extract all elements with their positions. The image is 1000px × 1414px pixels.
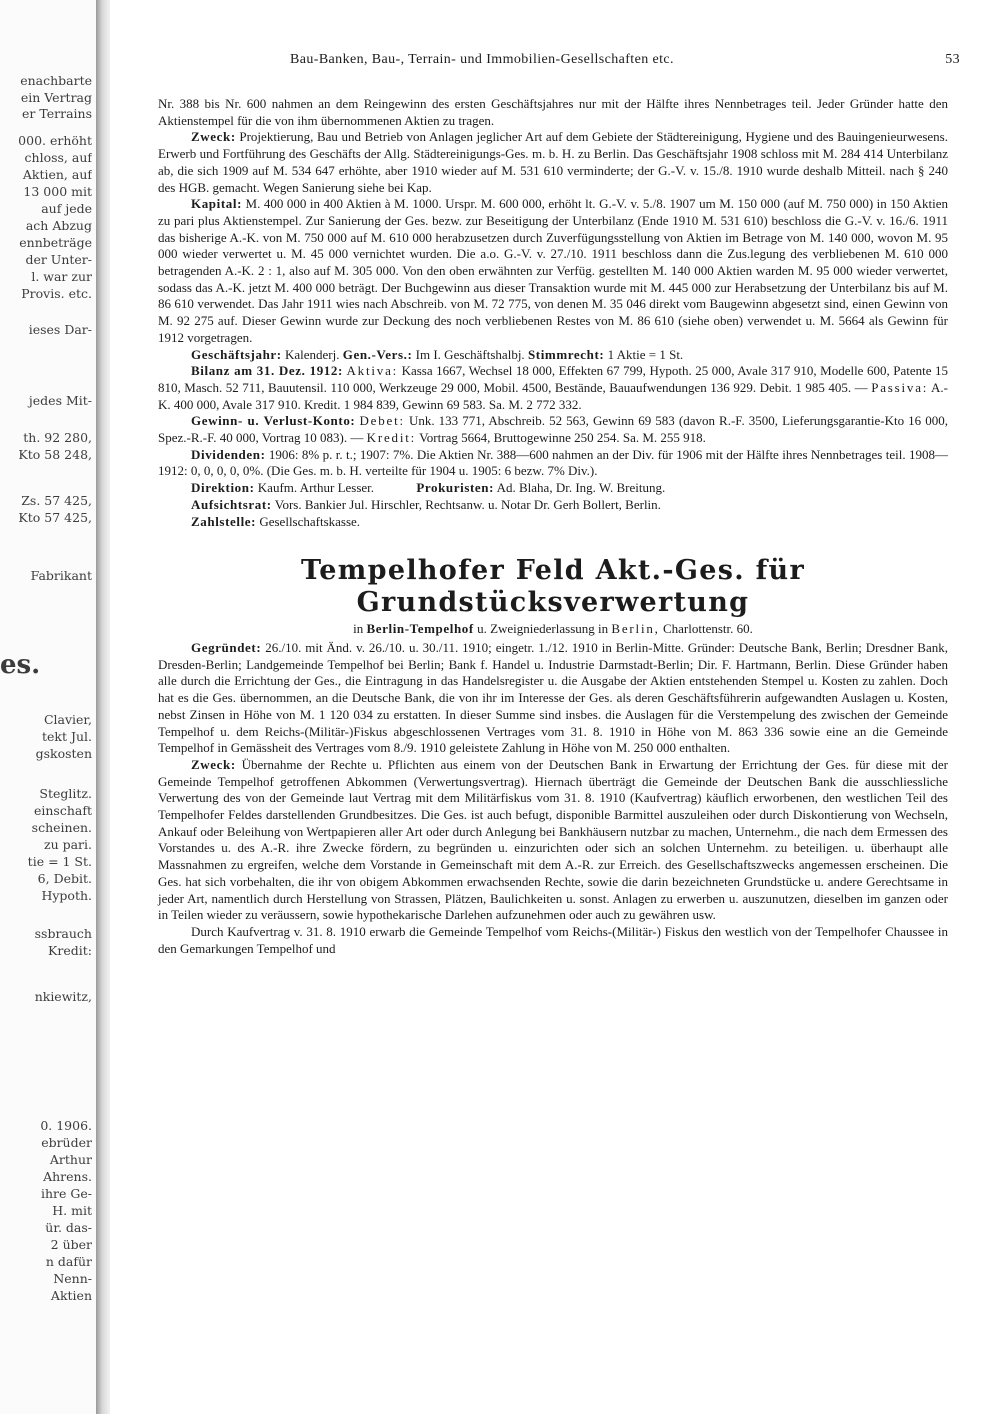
facing-page-line: der Unter-: [25, 252, 92, 267]
geschaeftsjahr-paragraph: [158, 347, 948, 364]
facing-page-line: Nenn-: [53, 1271, 92, 1286]
zweck-label-2: Zweck:: [191, 756, 236, 772]
facing-page-line: ssbrauch: [34, 926, 92, 941]
running-header: [160, 52, 960, 74]
geschaeftsjahr-label: Geschäftsjahr:: [191, 346, 282, 362]
facing-page-line: H. mit: [52, 1203, 92, 1218]
company-title: Tempelhofer Feld Akt.-Ges. für Grundstücksverwertung: [301, 555, 805, 619]
zweck-paragraph-2: [158, 757, 948, 924]
facing-page-line: Ahrens.: [43, 1169, 92, 1184]
facing-page-line: zu pari.: [43, 837, 92, 852]
zahlstelle-text: Gesellschaftskasse.: [259, 513, 361, 529]
genvers-text: Im I. Geschäftshalbj.: [415, 346, 525, 362]
bilanz-label: Bilanz am 31. Dez. 1912:: [191, 363, 343, 379]
facing-page-line: er Terrains: [22, 106, 92, 121]
direktion-label: Direktion:: [191, 480, 255, 496]
facing-page-line: Provis. etc.: [21, 286, 92, 301]
facing-page-line: ach Abzug: [25, 218, 92, 233]
aufsichtsrat-label: Aufsichtsrat:: [191, 496, 272, 512]
zweck-text: Projektierung, Bau und Betrieb von Anlagen jeglicher Art auf dem Gebiete der Städtereinigung, Hygiene und des Bauingenieurwesens. Erwerb und Fortführung des Geschäfts der Allg. Städtereinigungs-Ges. m. b. H. zu Berlin. Das Geschäftsjahr 1908 schloss mit M. 284 414 Unterbilanz ab, die sich 1909 auf M. 534 647 erhöhte, aber 1910 wieder auf M. 531 610 verminderte; der G.-V. v. 15./8. 1910 wurde deshalb Mitteil. nach § 240 des HGB. gemacht. Wegen Sanierung siehe bei Kap.: [158, 129, 948, 195]
zahlstelle-paragraph: [158, 514, 948, 531]
facing-page-line: Hypoth.: [41, 888, 92, 903]
aktiva-label: Aktiva:: [346, 363, 399, 379]
aufsichtsrat-text: Vors. Bankier Jul. Hirschler, Rechtsanw. u. Notar Dr. Gerh Bollert, Berlin.: [274, 496, 661, 512]
main-column: [158, 96, 948, 957]
prokuristen-label: Prokuristen:: [416, 480, 495, 496]
prokuristen-text: Ad. Blaha, Dr. Ing. W. Breitung.: [496, 480, 666, 496]
location-address: Charlottenstr. 60.: [662, 621, 753, 637]
kapital-paragraph: [158, 196, 948, 346]
stimmrecht-label: Stimmrecht:: [527, 346, 605, 362]
facing-page-line: Steglitz.: [39, 786, 92, 801]
gegruendet-paragraph: [158, 640, 948, 757]
facing-page-line: n dafür: [45, 1254, 92, 1269]
facing-page-line: 0. 1906.: [40, 1118, 92, 1133]
facing-page-line: jedes Mit-: [28, 393, 92, 408]
facing-page-line: tekt Jul.: [41, 729, 92, 744]
facing-page-line: es.: [0, 650, 41, 680]
gegruendet-label: Gegründet:: [191, 639, 262, 655]
zweck-paragraph: [158, 129, 948, 196]
passiva-text: A.-K. 400 000, Avale 317 910. Kredit. 1 984 839, Gewinn 69 583. Sa. M. 2 772 332.: [158, 379, 948, 412]
facing-page-line: th. 92 280,: [23, 430, 92, 445]
debet-text: Unk. 133 771, Abschreib. 52 563, Gewinn 69 583 (davon R.-F. 3500, Lieferungsgarantie-Kto 16 000, Spez.-R.-F. 40 000, Vortrag 10 083).: [158, 413, 949, 446]
genvers-label: Gen.-Vers.:: [342, 346, 413, 362]
zahlstelle-label: Zahlstelle:: [191, 513, 257, 529]
zweck-text-2: Übernahme der Rechte u. Pflichten aus einem von der Deutschen Bank in Erwartung der Errichtung der Ges. für diese mit der Gemeinde Tempelhof getroffenen Abkommen (Verwertungsvertrag). Hiernach überträgt die Gemeinde der Deutschen Bank die ausschliessliche Verwertung des von der Gemeinde laut Vertrag mit dem Militärfiskus vom 31. 8. 1910 (Kaufvertrag) käuflich erworbenen, den westlichen Teil des Tempelhofer Feldes darstellenden Grundbesitzes. Die Ges. ist auch befugt, disponible Barmittel auszuleihen oder durch Diskontierung von Wechseln, Ankauf oder Beleihung von Wertpapieren aller Art oder durch Anlegung bei Bankhäusern nutzbar zu machen, Unternehm., die nach dem Ermessen des Vorstandes u. des A.-R. ihre Zwecke fördern, zu begründen u. einzurichten oder sich an solchen Unternehm. zu beteiligen. u. überhaupt alle Massnahmen zu ergreifen, welche dem Vorstande in Gemeinschaft mit dem A.-R. zur Erreich. des Gesellschaftszwecks angemessen erscheinen. Die Ges. hat sich vorbehalten, die ihr von obigem Abkommen erwachsenden Rechte, sowie die darin bezeichneten Grundstücke u. andere Gerechtsame in jeder Art, namentlich durch Herstellung von Strassen, Plätzen, Baulichkeiten u. sonst. Anlagen zu erwerben u. auszunutzen, dieselben im ganzen oder in Teilen wieder zu veräussern, sowie hypothekarische Darlehen aufzunehmen oder auch zu gewähren usw.: [158, 756, 949, 923]
facing-page-line: 000. erhöht: [18, 133, 92, 148]
kapital-label: Kapital:: [191, 196, 243, 212]
location-place: Berlin-Tempelhof: [366, 621, 474, 637]
facing-page-line: ieses Dar-: [28, 322, 92, 337]
facing-page-line: 6, Debit.: [37, 871, 92, 886]
page-number: 53: [945, 52, 960, 67]
facing-page-line: chloss, auf: [24, 150, 92, 165]
facing-page-line: 13 000 mit: [23, 184, 92, 199]
facing-page-line: enachbarte: [20, 73, 92, 88]
gegruendet-text: 26./10. mit Änd. v. 26./10. u. 30./11. 1910; eingetr. 1./12. 1910 in Berlin-Mitte. Gründer: Deutsche Bank, Berlin; Dresdner Bank, Dresden-Berlin; Landgemeinde Tempelhof bei Berlin; Bank f. Handel u. Industrie Darmstadt-Berlin; Dir. F. Hartmann, Berlin. Diese Gründer haben alle durch die Errichtung der Ges., die Eintragung in das Handelsregister u. die Ausgabe der Aktien entstehenden Stempel u. Kosten zu zahlen. Doch hat es die Ges. übernommen, an die Deutsche Bank, die von ihr im Interesse der Ges. als deren Geschäftsführerin aufgewandten Auslagen u. Kosten, nebst Zinsen in Höhe von M. 1 120 034 zu erstatten. In dieser Summe sind insbes. die Auslagen für die Verstempelung des zwischen der Gemeinde Tempelhof u. dem Reichs-(Militär-)Fiskus abgeschlossenen Vertrages vom 31. 8. 1910 in Höhe von M. 863 336 sowie eine an die Gemeinde Tempelhof in Gemässheit des Vertrages vom 8./9. 1910 geleistete Zahlung in Höhe von M. 250 000 enthalten.: [158, 639, 948, 756]
dividenden-paragraph: [158, 447, 948, 480]
facing-page-line: tie = 1 St.: [27, 854, 92, 869]
facing-page-line: ennbeträge: [19, 235, 92, 250]
location-city: Berlin,: [611, 621, 660, 637]
kapital-text: M. 400 000 in 400 Aktien à M. 1000. Urspr. M. 600 000, erhöht lt. G.-V. v. 5./8. 1907 um M. 150 000 (auf M. 750 000) in 150 Aktien zu pari plus Aktienstempel. Zur Sanierung der Ges. bezw. zur Beseitigung der Unterbilanz (Ende 1910 M. 531 610) beschloss die G.-V. v. 16./6. 1911 das bisherige A.-K. von M. 750 000 auf M. 610 000 herabzusetzen durch Zuverfügungsstellung von Aktien im Betrage von M. 140 000, wovon M. 95 000 wieder verwertet u. M. 45 000 vernichtet wurden. Die a.o. G.-V. v. 27./10. 1911 beschloss dann die Zus.legung des verbliebenen M. 610 000 betragenden A.-K. 2 : 1, also auf M. 305 000. Von den oben erwähnten zur Verfüg. gestellten M. 140 000 Aktien warden M. 95 000 wieder verwertet, sodass das A.-K. jetzt M. 400 000 beträgt. Der Buchgewinn aus dieser Transaktion wurde mit M. 445 000 zur Herabsetzung der Unterbilanz bis auf M. 86 610 verwendet. Das Jahr 1911 wies nach Abschreib. von M. 72 775, von denen M. 35 046 direkt vom Baugewinn abgesetzt sind, einen Gewinn von M. 92 275 auf. Dieser Gewinn wurde zur Deckung des noch verbliebenen Restes von M. 86 610 (siehe oben) verwendet u. M. 5664 als Gewinn für 1912 vorgetragen.: [158, 196, 948, 345]
facing-page-line: gskosten: [35, 746, 92, 761]
facing-page-line: scheinen.: [31, 820, 92, 835]
facing-page-line: nkiewitz,: [34, 989, 92, 1004]
stimmrecht-text: 1 Aktie = 1 St.: [607, 346, 684, 362]
facing-page-line: l. war zur: [31, 269, 92, 284]
kredit-text: Vortrag 5664, Bruttogewinne 250 254. Sa. M. 255 918.: [419, 430, 706, 446]
company-location: [158, 621, 948, 638]
kredit-label: Kredit:: [366, 430, 417, 446]
facing-page-line: Kto 57 425,: [18, 510, 92, 525]
passiva-label: Passiva:: [871, 379, 929, 395]
kaufvertrag-paragraph: Durch Kaufvertrag v. 31. 8. 1910 erwarb die Gemeinde Tempelhof vom Reichs-(Militär-) Fiskus den westlich von der Tempelhofer Chaussee in den Gemarkungen Tempelhof und: [158, 923, 948, 956]
page-gutter: [96, 0, 110, 1414]
facing-page-line: ihre Ge-: [40, 1186, 92, 1201]
entry-intro: Nr. 388 bis Nr. 600 nahmen an dem Reingewinn des ersten Geschäftsjahres nur mit der Hälfte ihres Nennbetrages teil. Jeder Gründer hatte den Aktienstempel für die von ihm übernommenen Aktien zu tragen.: [158, 96, 948, 128]
bilanz-paragraph: Bilanz am 31. Dez. 1912: Aktiva: Kassa 1667, Wechsel 18 000, Effekten 67 799, Hypoth. 25 000, Avale 317 910, Modelle 600, Patente 15 810, Masch. 52 711, Bauutensil. 110 000, Werkzeuge 29 000, Mobil. 4500, Bestände, Bauaufwendungen 136 929. Debit. 1 985 405. — Passiva: A.-K. 400 000, Avale 317 910. Kredit. 1 984 839, Gewinn 69 583. Sa. M. 2 772 332.: [158, 363, 949, 412]
direktion-paragraph: [158, 480, 948, 497]
direktion-text: Kaufm. Arthur Lesser.: [257, 480, 375, 496]
guv-paragraph: Gewinn- u. Verlust-Konto: Debet: Unk. 133 771, Abschreib. 52 563, Gewinn 69 583 (davon R.-F. 3500, Lieferungsgarantie-Kto 16 000, Spez.-R.-F. 40 000, Vortrag 10 083). — Kredit: Vortrag 5664, Bruttogewinne 250 254. Sa. M. 255 918.: [158, 413, 949, 446]
debet-label: Debet:: [359, 413, 405, 429]
zweck-label: Zweck:: [191, 129, 236, 145]
facing-page-line: ür. das-: [45, 1220, 92, 1235]
facing-page-line: auf jede: [41, 201, 92, 216]
facing-page-line: ebrüder: [41, 1135, 92, 1150]
facing-page-line: Fabrikant: [30, 568, 92, 583]
facing-page-line: Arthur: [49, 1152, 92, 1167]
facing-page-line: Zs. 57 425,: [21, 493, 92, 508]
facing-page-line: Kredit:: [48, 943, 92, 958]
geschaeftsjahr-text: Kalenderj.: [284, 346, 340, 362]
facing-page-line: einschaft: [33, 803, 92, 818]
facing-page-line: ein Vertrag: [20, 90, 92, 105]
facing-page-line: 2 über: [50, 1237, 92, 1252]
dividenden-label: Dividenden:: [191, 446, 266, 462]
facing-page-edge: [0, 0, 96, 1414]
facing-page-line: Aktien: [50, 1288, 92, 1303]
facing-page-line: Clavier,: [43, 712, 92, 727]
running-title: Bau-Banken, Bau-, Terrain- und Immobilien-Gesellschaften etc.: [290, 52, 674, 67]
aufsichtsrat-paragraph: [158, 497, 948, 514]
facing-page-line: Aktien, auf: [22, 167, 92, 182]
dividenden-text: 1906: 8% p. r. t.; 1907: 7%. Die Aktien Nr. 388—600 nahmen an der Div. für 1906 mit der Hälfte ihres Nennbetrages teil. 1908—1912: 0, 0, 0, 0, 0%. (Die Ges. m. b. H. verteilte für 1904 u. 1905: 6 bezw. 7% Div.).: [158, 446, 949, 479]
guv-label: Gewinn- u. Verlust-Konto:: [191, 413, 356, 429]
location-rest: u. Zweigniederlassung in: [477, 621, 609, 637]
aktiva-text: Kassa 1667, Wechsel 18 000, Effekten 67 799, Hypoth. 25 000, Avale 317 910, Modelle 600, Patente 15 810, Masch. 52 711, Bauutensil. 110 000, Werkzeuge 29 000, Mobil. 4500, Bestände, Bauaufwendungen 136 929. Debit. 1 985 405.: [158, 363, 949, 395]
location-prefix: in: [353, 621, 364, 637]
facing-page-line: Kto 58 248,: [18, 447, 92, 462]
